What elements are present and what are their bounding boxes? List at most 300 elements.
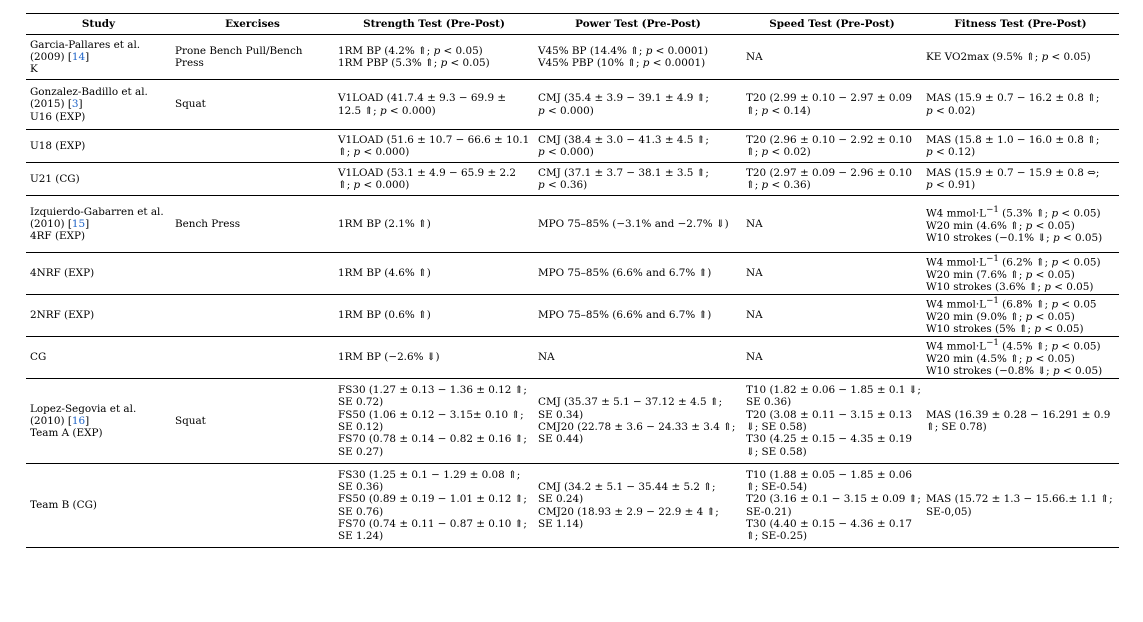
cell-text: ⇑; xyxy=(746,179,762,191)
cell-text: < 0.05) xyxy=(1048,50,1091,63)
power-cell xyxy=(534,337,742,379)
cell-text: < 0.05) xyxy=(1058,207,1101,220)
cell-line xyxy=(538,309,738,321)
cell-line xyxy=(538,57,738,69)
strength-cell xyxy=(334,379,534,464)
cell-text: Gonzalez-Badillo et al. xyxy=(30,86,148,99)
header-strength-test: Strength Test (Pre-Post) xyxy=(334,14,534,35)
p-value-symbol: p xyxy=(538,104,545,117)
cell-line xyxy=(926,353,1115,365)
cell-text: MAS (15.72 ± 1.3 − 15.66.± 1.1 ⇑; xyxy=(926,493,1113,506)
study-cell xyxy=(26,295,171,337)
cell-text: CMJ (37.1 ± 3.7 − 38.1 ± 3.5 ⇑; xyxy=(538,166,709,179)
strength-cell xyxy=(334,253,534,295)
cell-text: SE 0.12) xyxy=(338,421,384,433)
cell-text: < 0.02) xyxy=(932,104,976,117)
cell-line xyxy=(338,134,530,146)
cell-text: SE-0.21) xyxy=(746,505,792,518)
cell-text: 1RM PBP (5.3% ⇑; xyxy=(338,57,441,69)
cell-text: (6.8% ⇑; xyxy=(998,298,1052,311)
speed-cell xyxy=(742,35,922,80)
study-cell xyxy=(26,80,171,130)
cell-text: < 0.05) xyxy=(1058,340,1101,353)
cell-text: < 0.05) xyxy=(1032,311,1075,324)
cell-line xyxy=(926,295,1115,311)
cell-text: < 0.05) xyxy=(1032,353,1075,366)
cell-text: T10 (1.82 ± 0.06 − 1.85 ± 0.1 ⇓; xyxy=(746,384,921,397)
cell-text: ⇓; SE 0.58) xyxy=(746,445,807,458)
p-value-symbol: p xyxy=(1051,256,1059,269)
table-row xyxy=(26,464,1119,548)
cell-text: V1LOAD (51.6 ± 10.7 − 66.6 ± 10.1 xyxy=(338,133,530,146)
cell-text: NA xyxy=(746,351,763,364)
citation-link[interactable]: 15 xyxy=(71,217,86,230)
cell-text: FS50 (0.89 ± 0.19 − 1.01 ± 0.12 ⇑; xyxy=(338,493,527,506)
p-value-symbol: p xyxy=(538,146,545,158)
cell-line xyxy=(338,218,530,230)
strength-cell xyxy=(334,337,534,379)
strength-cell xyxy=(334,80,534,130)
cell-line xyxy=(338,446,530,458)
study-cell xyxy=(26,196,171,253)
cell-text: W4 mmol·L xyxy=(926,207,987,220)
cell-text: W20 min (9.0% ⇑; xyxy=(926,311,1026,324)
cell-line xyxy=(538,92,738,104)
cell-text: U21 (CG) xyxy=(30,172,80,185)
exercises-cell xyxy=(171,163,334,196)
p-value-symbol: p xyxy=(1041,50,1049,63)
cell-text: T20 (2.96 ± 0.10 − 2.92 ± 0.10 xyxy=(746,133,912,146)
cell-line xyxy=(538,146,738,158)
cell-line xyxy=(746,105,918,117)
power-cell xyxy=(534,80,742,130)
study-cell xyxy=(26,464,171,548)
speed-cell xyxy=(742,163,922,196)
cell-text: FS50 (1.06 ± 0.12 − 3.15± 0.10 ⇑; xyxy=(338,408,524,421)
cell-text: < 0.05) xyxy=(1059,365,1103,378)
strength-cell xyxy=(334,196,534,253)
cell-line xyxy=(926,365,1115,377)
cell-text: < 0.0001) xyxy=(652,44,709,57)
cell-line xyxy=(30,206,167,218)
cell-line xyxy=(338,433,530,445)
cell-line xyxy=(926,281,1115,293)
cell-line xyxy=(175,57,330,69)
cell-text: MAS (16.39 ± 0.28 − 16.291 ± 0.9 xyxy=(926,408,1111,421)
cell-line xyxy=(926,409,1115,421)
cell-line xyxy=(538,134,738,146)
cell-text: < 0.02) xyxy=(768,146,811,158)
cell-text: W10 strokes (3.6% ⇑; xyxy=(926,281,1045,294)
cell-text: (6.2% ⇑; xyxy=(998,256,1052,269)
cell-text: 1RM BP (2.1% ⇑) xyxy=(338,217,431,230)
cell-text: < 0.05) xyxy=(1032,269,1075,282)
cell-text: CMJ (34.2 ± 5.1 − 35.44 ± 5.2 ⇑; xyxy=(538,480,716,493)
cell-line xyxy=(338,309,530,321)
cell-line xyxy=(538,267,738,279)
cell-line xyxy=(30,51,167,63)
cell-line xyxy=(746,469,918,481)
cell-line xyxy=(746,218,918,230)
cell-line xyxy=(338,267,530,279)
cell-line xyxy=(746,530,918,542)
cell-line xyxy=(926,92,1115,104)
cell-text: T30 (4.40 ± 0.15 − 4.36 ± 0.17 xyxy=(746,517,912,530)
cell-line xyxy=(746,351,918,363)
cell-line xyxy=(30,173,167,185)
cell-text: ⇑; xyxy=(746,104,762,117)
p-value-symbol: p xyxy=(353,146,361,158)
cell-line xyxy=(746,146,918,158)
cell-line xyxy=(746,481,918,493)
cell-line xyxy=(746,134,918,146)
exercises-cell xyxy=(171,379,334,464)
cell-text: V45% BP (14.4% ⇑; xyxy=(538,44,646,57)
cell-line xyxy=(30,230,167,242)
cell-text: T20 (2.97 ± 0.09 − 2.96 ± 0.10 xyxy=(746,166,912,179)
strength-cell xyxy=(334,464,534,548)
cell-line xyxy=(338,167,530,179)
cell-text: W4 mmol·L xyxy=(926,256,987,269)
cell-line xyxy=(746,92,918,104)
fitness-cell xyxy=(922,379,1119,464)
power-cell xyxy=(534,196,742,253)
cell-line xyxy=(926,269,1115,281)
p-value-symbol: p xyxy=(1044,281,1051,294)
cell-text: K xyxy=(30,63,38,76)
exercises-cell xyxy=(171,196,334,253)
cell-line xyxy=(538,167,738,179)
cell-line xyxy=(926,204,1115,220)
cell-text: SE 0.36) xyxy=(338,480,384,493)
cell-line xyxy=(746,506,918,518)
study-cell xyxy=(26,337,171,379)
p-value-symbol: p xyxy=(1025,269,1033,282)
citation-link[interactable]: 16 xyxy=(71,414,86,427)
cell-text: MPO 75–85% (−3.1% and −2.7% ⇓) xyxy=(538,217,729,230)
cell-text: < 0.05 xyxy=(1058,298,1097,311)
cell-line xyxy=(926,253,1115,269)
p-value-symbol: p xyxy=(440,57,448,69)
cell-text: ⇑; SE 0.78) xyxy=(926,421,987,433)
cell-text: V1LOAD (53.1 ± 4.9 − 65.9 ± 2.2 xyxy=(338,166,516,179)
cell-text: Bench Press xyxy=(175,217,241,230)
cell-text: U18 (EXP) xyxy=(30,139,86,152)
cell-text: NA xyxy=(746,267,763,280)
cell-line xyxy=(338,506,530,518)
table-row xyxy=(26,35,1119,80)
cell-line xyxy=(30,111,167,123)
cell-line xyxy=(538,105,738,117)
cell-text: SE 1.14) xyxy=(538,517,584,530)
fitness-cell xyxy=(922,130,1119,163)
cell-line xyxy=(538,396,738,408)
cell-text: 2NRF (EXP) xyxy=(30,309,95,322)
citation-link[interactable]: 14 xyxy=(71,50,86,63)
cell-text: < 0.000) xyxy=(544,104,594,117)
cell-line xyxy=(538,493,738,505)
power-cell xyxy=(534,130,742,163)
cell-text: W10 strokes (−0.8% ⇓; xyxy=(926,365,1053,378)
cell-line xyxy=(926,311,1115,323)
cell-line xyxy=(926,51,1115,63)
fitness-cell xyxy=(922,464,1119,548)
cell-text: CMJ (38.4 ± 3.0 − 41.3 ± 4.5 ⇑; xyxy=(538,133,709,146)
table-row xyxy=(26,80,1119,130)
cell-text: 12.5 ⇑; xyxy=(338,104,380,117)
cell-text: CMJ20 (18.93 ± 2.9 − 22.9 ± 4 ⇑; xyxy=(538,505,719,518)
speed-cell xyxy=(742,196,922,253)
cell-text: W20 min (7.6% ⇑; xyxy=(926,269,1026,282)
cell-line xyxy=(538,45,738,57)
cell-line xyxy=(175,218,330,230)
cell-line xyxy=(746,518,918,530)
cell-line xyxy=(746,409,918,421)
strength-cell xyxy=(334,163,534,196)
cell-line xyxy=(746,179,918,191)
cell-text: W4 mmol·L xyxy=(926,298,987,311)
cell-line xyxy=(538,409,738,421)
fitness-cell xyxy=(922,337,1119,379)
speed-cell xyxy=(742,295,922,337)
cell-line xyxy=(538,518,738,530)
cell-text: W20 min (4.6% ⇑; xyxy=(926,219,1026,232)
cell-line xyxy=(338,493,530,505)
cell-text: V45% PBP (10% ⇑; xyxy=(538,57,643,69)
cell-text: MAS (15.8 ± 1.0 − 16.0 ± 0.8 ⇑; xyxy=(926,133,1100,146)
p-value-symbol: p xyxy=(1053,231,1060,244)
cell-text: Squat xyxy=(175,414,206,427)
cell-text: T30 (4.25 ± 0.15 − 4.35 ± 0.19 xyxy=(746,433,912,446)
cell-text: < 0.05) xyxy=(1032,219,1075,232)
power-cell xyxy=(534,253,742,295)
cell-line xyxy=(538,421,738,433)
cell-text: (5.3% ⇑; xyxy=(998,207,1052,220)
cell-text: FS70 (0.78 ± 0.14 − 0.82 ± 0.16 ⇑; xyxy=(338,433,527,446)
p-value-symbol: p xyxy=(1051,340,1059,353)
table-row xyxy=(26,196,1119,253)
cell-line xyxy=(926,421,1115,433)
p-value-symbol: p xyxy=(1025,219,1033,232)
cell-text: ⇑; xyxy=(338,179,354,191)
cell-text: MPO 75–85% (6.6% and 6.7% ⇑) xyxy=(538,309,712,322)
cell-line xyxy=(746,421,918,433)
cell-line xyxy=(746,51,918,63)
p-value-symbol: p xyxy=(379,104,387,117)
table-row xyxy=(26,163,1119,196)
p-value-symbol: p xyxy=(642,57,650,69)
p-value-symbol: p xyxy=(926,146,933,158)
cell-text: (2010) [ xyxy=(30,217,72,230)
fitness-cell xyxy=(922,253,1119,295)
power-cell xyxy=(534,35,742,80)
cell-text: 4RF (EXP) xyxy=(30,230,86,243)
cell-text: Garcia-Pallares et al. xyxy=(30,38,141,51)
speed-cell xyxy=(742,337,922,379)
p-value-symbol: p xyxy=(1034,323,1042,336)
exercises-cell xyxy=(171,253,334,295)
cell-line xyxy=(175,45,330,57)
fitness-cell xyxy=(922,80,1119,130)
table-row xyxy=(26,130,1119,163)
cell-text: < 0.000) xyxy=(386,104,436,117)
cell-line xyxy=(746,167,918,179)
cell-text: FS30 (1.25 ± 0.1 − 1.29 ± 0.08 ⇑; xyxy=(338,468,521,481)
cell-line xyxy=(338,469,530,481)
p-value-symbol: p xyxy=(1051,298,1059,311)
p-value-symbol: p xyxy=(926,179,933,191)
strength-cell xyxy=(334,35,534,80)
cell-text: 1RM BP (−2.6% ⇓) xyxy=(338,351,440,364)
cell-text: T20 (3.08 ± 0.11 − 3.15 ± 0.13 xyxy=(746,408,912,421)
cell-line xyxy=(538,433,738,445)
results-table xyxy=(26,13,1119,548)
p-value-symbol: p xyxy=(1025,353,1033,366)
cell-line xyxy=(926,493,1115,505)
header-fitness-test: Fitness Test (Pre-Post) xyxy=(922,14,1119,35)
cell-text: W20 min (4.5% ⇑; xyxy=(926,353,1026,366)
cell-line xyxy=(926,232,1115,244)
cell-text: (2015) [ xyxy=(30,98,72,111)
cell-text: MAS (15.9 ± 0.7 − 15.9 ± 0.8 ⇔; xyxy=(926,166,1100,179)
cell-line xyxy=(30,415,167,427)
cell-line xyxy=(175,98,330,110)
citation-link[interactable]: 3 xyxy=(71,98,79,111)
cell-text: ⇑; SE-0.54) xyxy=(746,480,808,493)
cell-text: 1RM BP (0.6% ⇑) xyxy=(338,309,431,322)
exercises-cell xyxy=(171,130,334,163)
cell-text: SE 0.44) xyxy=(538,433,584,446)
header-exercises: Exercises xyxy=(171,14,334,35)
p-value-symbol: p xyxy=(433,44,441,57)
cell-line xyxy=(926,337,1115,353)
cell-text: < 0.05) xyxy=(447,57,490,69)
cell-text: CG xyxy=(30,351,47,364)
exercises-cell xyxy=(171,464,334,548)
cell-line xyxy=(30,86,167,98)
fitness-cell xyxy=(922,163,1119,196)
cell-line xyxy=(746,493,921,506)
cell-line xyxy=(30,309,167,321)
cell-line xyxy=(746,309,918,321)
cell-text: ⇑; SE-0.25) xyxy=(746,530,808,543)
cell-line xyxy=(338,384,530,396)
cell-text: MPO 75–85% (6.6% and 6.7% ⇑) xyxy=(538,267,712,280)
cell-line xyxy=(746,384,921,397)
superscript: −1 xyxy=(986,204,999,215)
cell-line xyxy=(538,351,738,363)
cell-text: W4 mmol·L xyxy=(926,340,987,353)
study-cell xyxy=(26,130,171,163)
p-value-symbol: p xyxy=(1051,207,1059,220)
p-value-symbol: p xyxy=(761,179,769,191)
cell-text: SE 0.36) xyxy=(746,396,792,409)
cell-line xyxy=(538,481,738,493)
power-cell xyxy=(534,464,742,548)
cell-text: < 0.36) xyxy=(544,179,588,191)
cell-text: Squat xyxy=(175,98,206,111)
cell-text: < 0.05) xyxy=(1041,323,1084,336)
cell-text: < 0.05) xyxy=(440,44,483,57)
cell-text: ] xyxy=(78,98,83,111)
cell-line xyxy=(926,323,1115,335)
cell-line xyxy=(30,140,167,152)
cell-text: < 0.000) xyxy=(360,179,410,191)
cell-text: KE VO2max (9.5% ⇑; xyxy=(926,50,1042,63)
cell-text: 4NRF (EXP) xyxy=(30,267,95,280)
cell-line xyxy=(746,396,918,408)
cell-line xyxy=(926,146,1115,158)
header-speed-test: Speed Test (Pre-Post) xyxy=(742,14,922,35)
cell-text: MAS (15.9 ± 0.7 − 16.2 ± 0.8 ⇑; xyxy=(926,92,1100,105)
cell-line xyxy=(746,267,918,279)
cell-text: CMJ (35.4 ± 3.9 − 39.1 ± 4.9 ⇑; xyxy=(538,92,709,105)
cell-line xyxy=(338,92,530,104)
cell-line xyxy=(746,433,918,445)
cell-line xyxy=(338,351,530,363)
cell-text: SE 0.34) xyxy=(538,408,584,421)
speed-cell xyxy=(742,464,922,548)
cell-text: W10 strokes (−0.1% ⇓; xyxy=(926,231,1053,244)
power-cell xyxy=(534,163,742,196)
cell-line xyxy=(338,409,530,421)
cell-text: CMJ20 (22.78 ± 3.6 − 24.33 ± 3.4 ⇑; xyxy=(538,421,736,433)
table-row xyxy=(26,379,1119,464)
cell-line xyxy=(538,506,738,518)
p-value-symbol: p xyxy=(1025,311,1033,324)
fitness-cell xyxy=(922,295,1119,337)
p-value-symbol: p xyxy=(761,146,769,158)
cell-line xyxy=(926,134,1115,146)
cell-line xyxy=(30,218,167,230)
cell-text: < 0.12) xyxy=(932,146,976,158)
p-value-symbol: p xyxy=(645,44,653,57)
exercises-cell xyxy=(171,80,334,130)
p-value-symbol: p xyxy=(538,179,545,191)
study-cell xyxy=(26,379,171,464)
cell-line xyxy=(338,396,530,408)
cell-text: (2009) [ xyxy=(30,50,72,63)
cell-text: CMJ (35.37 ± 5.1 − 37.12 ± 4.5 ⇑; xyxy=(538,396,723,409)
cell-text: Team A (EXP) xyxy=(30,427,103,440)
superscript: −1 xyxy=(986,296,999,307)
cell-line xyxy=(338,530,530,542)
table-body xyxy=(26,35,1119,548)
cell-line xyxy=(30,267,167,279)
cell-text: NA xyxy=(746,309,763,322)
cell-line xyxy=(926,179,1115,191)
cell-line xyxy=(30,351,167,363)
table-row xyxy=(26,295,1119,337)
cell-text: W10 strokes (5% ⇑; xyxy=(926,323,1035,336)
cell-text: < 0.05) xyxy=(1050,281,1094,294)
cell-text: SE 1.24) xyxy=(338,530,384,543)
cell-line xyxy=(30,403,167,415)
cell-text: SE-0,05) xyxy=(926,505,972,518)
fitness-cell xyxy=(922,35,1119,80)
cell-text: NA xyxy=(746,50,763,63)
speed-cell xyxy=(742,130,922,163)
p-value-symbol: p xyxy=(926,104,933,117)
cell-text: U16 (EXP) xyxy=(30,110,86,123)
cell-line xyxy=(538,218,738,230)
exercises-cell xyxy=(171,35,334,80)
table-row xyxy=(26,253,1119,295)
cell-text: 1RM BP (4.2% ⇑; xyxy=(338,44,434,57)
cell-text: < 0.000) xyxy=(360,146,410,158)
power-cell xyxy=(534,295,742,337)
fitness-cell xyxy=(922,196,1119,253)
